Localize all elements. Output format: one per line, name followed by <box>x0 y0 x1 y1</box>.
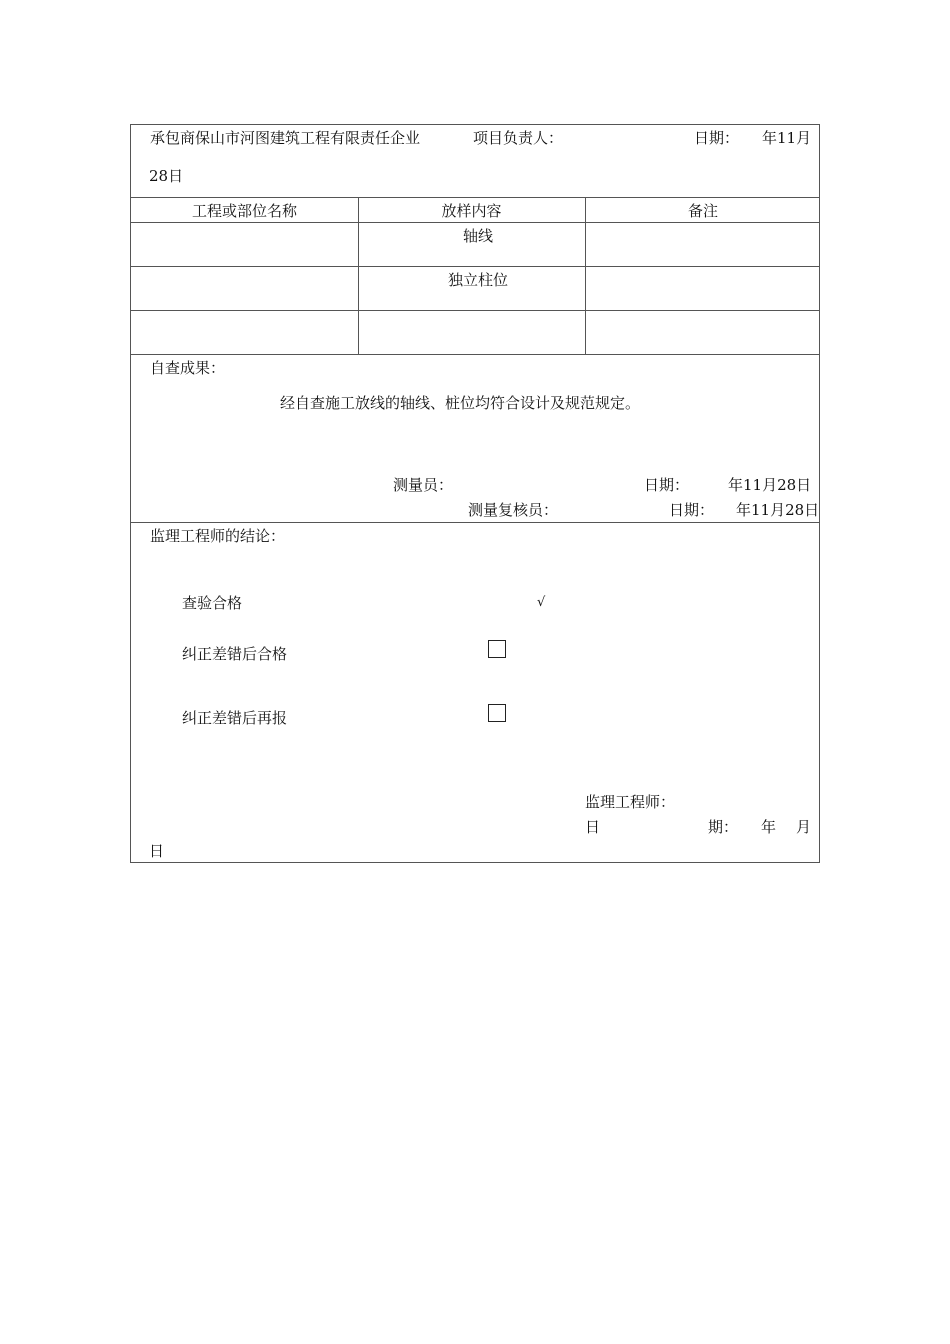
header-date-day: 28日 <box>149 167 184 185</box>
column-header-content: 放样内容 <box>441 202 502 220</box>
self-check-title: 自查成果： <box>150 359 226 377</box>
divider <box>131 197 819 198</box>
header-date-label: 日期： <box>694 129 740 147</box>
supervisor-date-nian: 年 <box>761 818 777 836</box>
self-check-result: 经自查施工放线的轴线、桩位均符合设计及规范规定。 <box>280 394 641 412</box>
supervisor-title: 监理工程师的结论： <box>150 527 286 545</box>
contractor-name: 承包商保山市河图建筑工程有限责任企业 <box>150 129 421 147</box>
divider <box>131 266 819 267</box>
supervisor-date-yue: 月 <box>796 818 812 836</box>
survey-record-form <box>130 124 820 863</box>
checkbox-resubmit[interactable] <box>488 704 506 722</box>
project-lead-label: 项目负责人： <box>473 129 564 147</box>
option-label-corrected-pass: 纠正差错后合格 <box>182 645 288 663</box>
supervisor-date-ri-end: 日 <box>149 842 165 860</box>
surveyor-date-value: 年11月28日 <box>728 476 812 494</box>
supervisor-date-ri: 日 <box>585 818 601 836</box>
checkbox-corrected-pass[interactable] <box>488 640 506 658</box>
column-header-name: 工程或部位名称 <box>191 202 297 220</box>
divider <box>131 354 819 355</box>
divider <box>131 522 819 523</box>
check-mark-icon[interactable]: √ <box>537 595 546 610</box>
divider <box>131 310 819 311</box>
surveyor-label: 测量员： <box>393 476 454 494</box>
surveyor-date-label: 日期： <box>644 476 690 494</box>
reviewer-date-value: 年11月28日 <box>736 501 820 519</box>
option-label-resubmit: 纠正差错后再报 <box>182 709 288 727</box>
supervisor-engineer-label: 监理工程师： <box>585 793 676 811</box>
reviewer-label: 测量复核员： <box>468 501 559 519</box>
table-cell-content: 轴线 <box>462 227 493 245</box>
divider <box>131 222 819 223</box>
reviewer-date-label: 日期： <box>669 501 715 519</box>
column-header-remark: 备注 <box>687 202 718 220</box>
option-label-pass: 查验合格 <box>182 594 243 612</box>
header-date-value: 年11月 <box>762 129 812 147</box>
supervisor-date-qi: 期： <box>708 818 739 836</box>
table-cell-content: 独立柱位 <box>447 271 508 289</box>
